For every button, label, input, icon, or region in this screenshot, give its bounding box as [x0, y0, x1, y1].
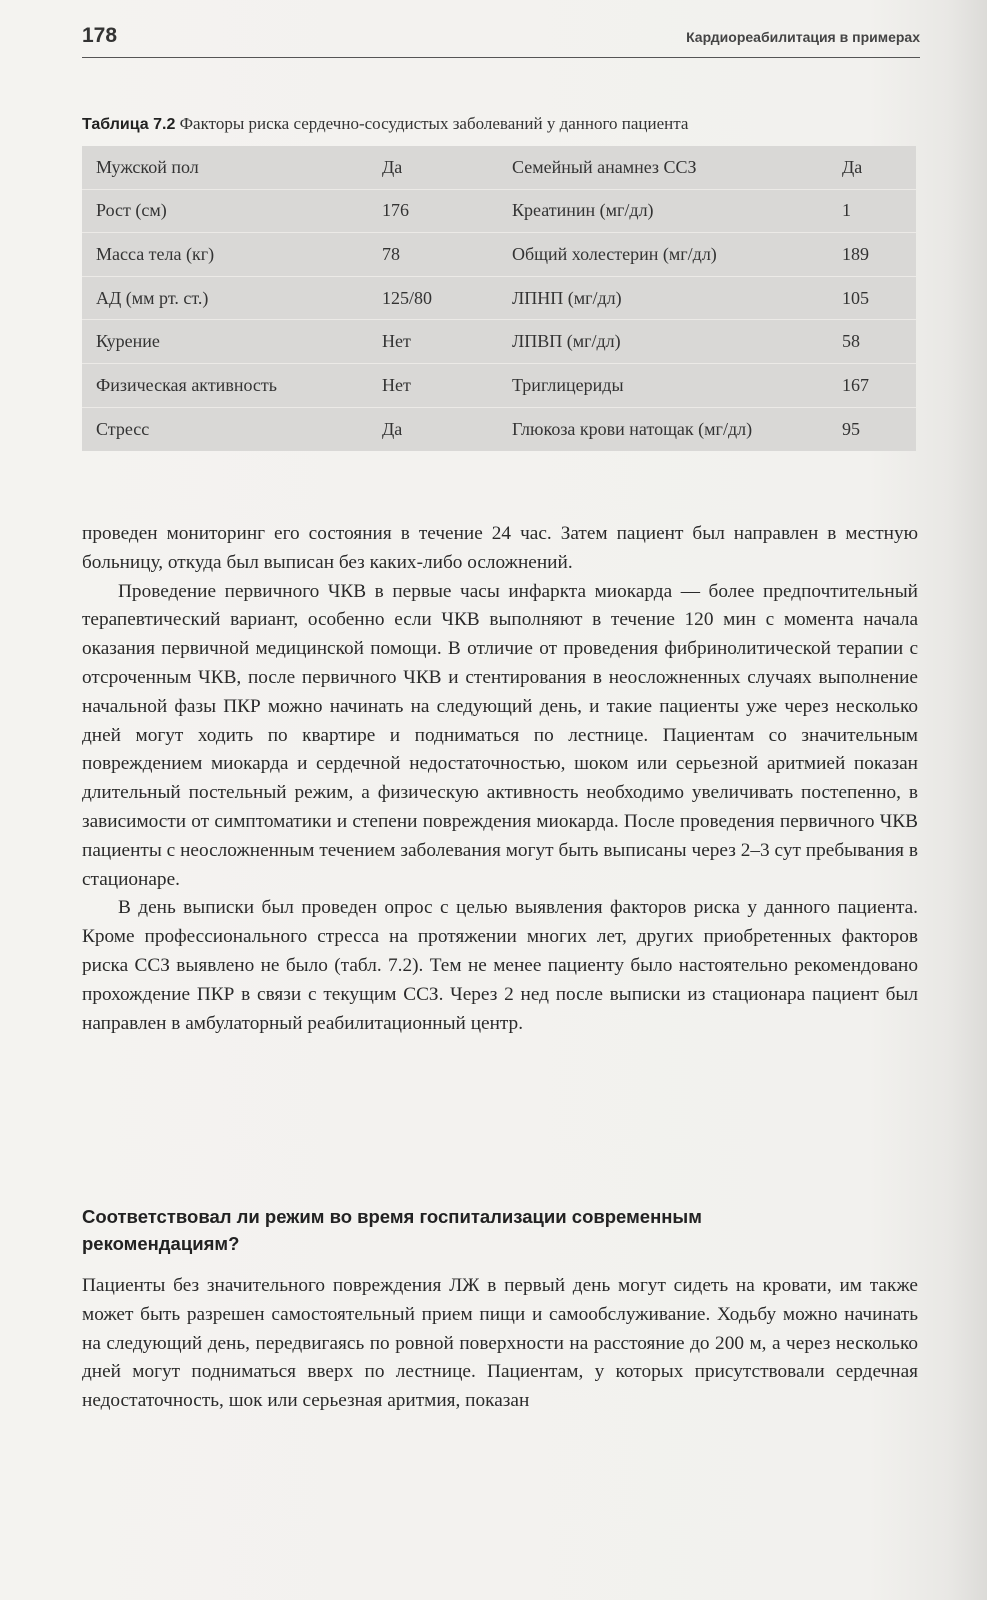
table-row [82, 364, 916, 408]
table-cell: 189 [842, 243, 869, 264]
table-cell: Общий холестерин (мг/дл) [512, 243, 717, 264]
table-cell: Креатинин (мг/дл) [512, 200, 654, 221]
table-cell: Курение [96, 331, 160, 352]
table-cell: Мужской пол [96, 156, 199, 177]
table-cell: Рост (см) [96, 200, 167, 221]
table-cell: 1 [842, 200, 851, 221]
table-cell: ЛПНП (мг/дл) [512, 287, 622, 308]
table-cell: 125/80 [382, 287, 433, 308]
table-cell: 95 [842, 418, 860, 439]
table-cell: 78 [382, 243, 400, 264]
body-text-bottom [82, 1272, 918, 1416]
table-caption-label: Таблица 7.2 [82, 116, 176, 133]
table-cell: Да [842, 156, 863, 177]
table-cell: Глюкоза крови натощак (мг/дл) [512, 418, 753, 439]
table-caption-text: Факторы риска сердечно-сосудистых заболеваний у данного пациента [179, 114, 689, 133]
table-cell: 105 [842, 287, 869, 308]
table-cell: Физическая активность [96, 374, 277, 395]
table-cell: Масса тела (кг) [96, 243, 215, 264]
section-heading: Соответствовал ли режим во время госпитализации современным рекомендациям? [82, 1206, 702, 1254]
table-cell: Семейный анамнез ССЗ [512, 156, 697, 177]
table-cell: Триглицериды [512, 374, 624, 395]
table-cell: Да [382, 418, 403, 439]
table-cell: Стресс [96, 418, 150, 439]
table-cell: 176 [382, 200, 409, 221]
table-cell: 167 [842, 374, 869, 395]
table-row [82, 277, 916, 321]
table-row [82, 320, 916, 364]
table-row [82, 233, 916, 277]
book-title: Кардиореабилитация в примерах [686, 29, 920, 45]
running-header [82, 24, 920, 48]
paragraph: проведен мониторинг его состояния в течение 24 час. Затем пациент был направлен в местную больницу, откуда был выписан без каких-либо осложнений. [82, 523, 918, 573]
risk-factors-table [82, 146, 916, 451]
paragraph: В день выписки был проведен опрос с целью выявления факторов риска у данного пациента. Кроме профессионального стресса на протяжении многих лет, других приобретенных факторов риска ССЗ выявлено не было (табл. 7.2). Тем не менее пациенту было настоятельно рекомендовано прохождение ПКР в связи с текущим ССЗ. Через 2 нед после выписки из стационара пациент был направлен в амбулаторный реабилитационный центр. [82, 897, 918, 1034]
table-caption [82, 114, 922, 134]
table-cell: Нет [382, 374, 411, 395]
table-row [82, 190, 916, 234]
table-row [82, 146, 916, 190]
table-row [82, 408, 916, 452]
page-number: 178 [82, 24, 118, 47]
table-cell: 58 [842, 331, 860, 352]
paragraph: Пациенты без значительного повреждения ЛЖ в первый день могут сидеть на кровати, им также может быть разрешен самостоятельный прием пищи и самообслуживание. Ходьбу можно начинать на следующий день, передвигаясь по ровной поверхности на расстояние до 200 м, а через несколько дней могут подниматься вверх по лестнице. Пациентам, у которых присутствовали сердечная недостаточность, шок или серьезная аритмия, показан [82, 1275, 918, 1412]
header-divider [82, 57, 920, 58]
paragraph: Проведение первичного ЧКВ в первые часы инфаркта миокарда — более предпочтительный терапевтический вариант, особенно если ЧКВ выполняют в течение 120 мин с момента начала оказания первичной медицинской помощи. В отличие от проведения фибринолитической терапии с отсроченным ЧКВ, после первичного ЧКВ и стентирования в неосложненных случаях выполнение начальной фазы ПКР можно начинать на следующий день, и такие пациенты уже через несколько дней могут ходить по квартире и подниматься по лестнице. Пациентам со значительным повреждением миокарда и сердечной недостаточностью, шоком или серьезной аритмией показан длительный постельный режим, а физическую активность необходимо увеличивать постепенно, в зависимости от симптоматики и степени повреждения миокарда. После проведения первичного ЧКВ пациенты с неосложненным течением заболевания могут быть выписаны через 2–3 сут пребывания в стационаре. [82, 580, 918, 890]
table-cell: Нет [382, 331, 411, 352]
table-cell: ЛПВП (мг/дл) [512, 331, 621, 352]
table-cell: Да [382, 156, 403, 177]
table-cell: АД (мм рт. ст.) [96, 287, 209, 308]
body-text-top [82, 520, 918, 1038]
